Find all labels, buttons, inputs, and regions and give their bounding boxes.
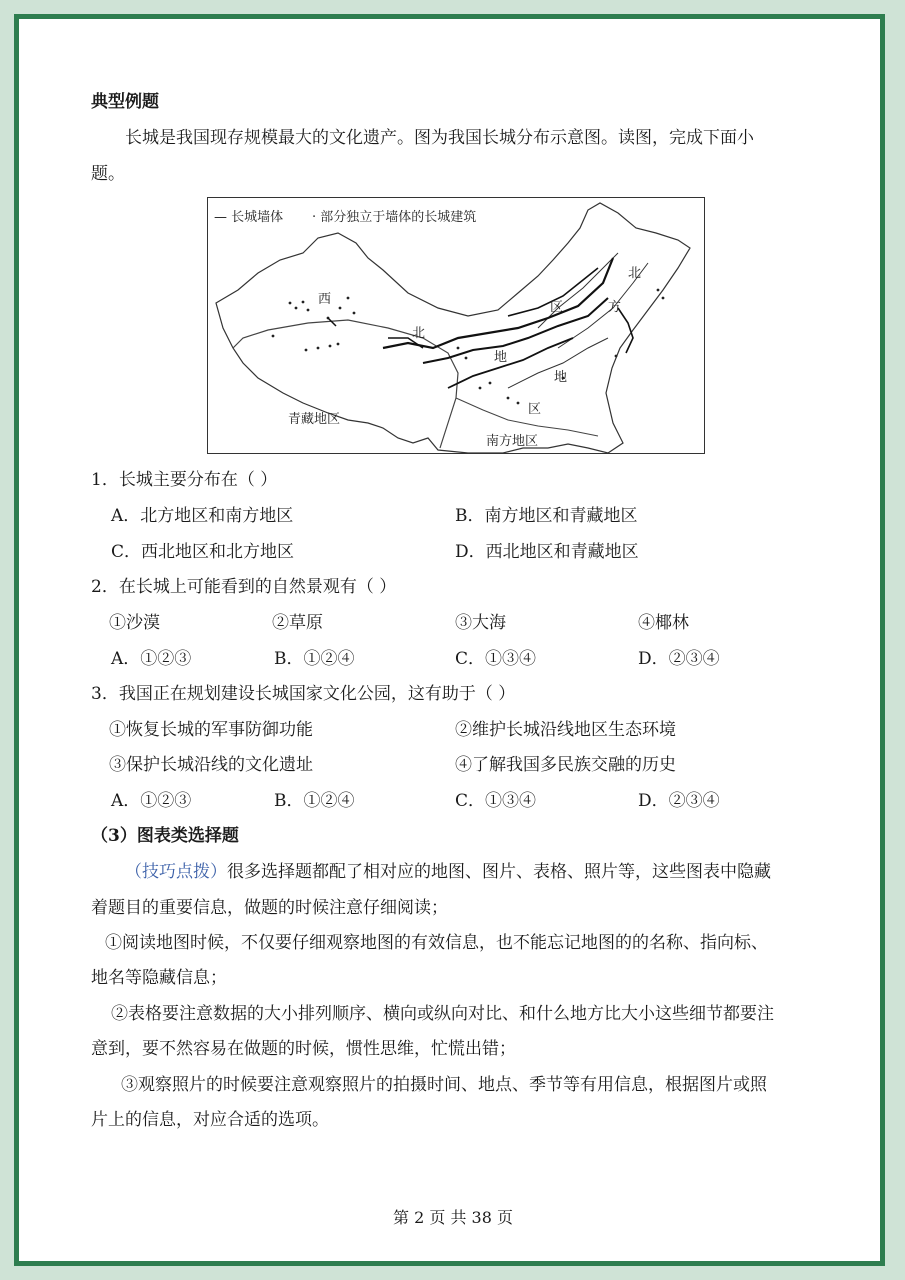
q2-option-c[interactable]: C．①③④ [455, 649, 537, 669]
section3-line-5: ②表格要注意数据的大小排列顺序、横向或纵向对比、和什么地方比大小这些细节都要注 [111, 1004, 774, 1024]
q2-item-2: ②草原 [272, 613, 323, 633]
map-label-qingzang: 青藏地区 [288, 412, 341, 427]
section3-line-1-text: 很多选择题都配了相对应的地图、图片、表格、照片等，这些图表中隐藏 [227, 862, 771, 882]
map-drawing [208, 198, 704, 453]
q3-item-4: ④了解我国多民族交融的历史 [455, 755, 676, 775]
intro-line-1: 长城是我国现存规模最大的文化遗产。图为我国长城分布示意图。读图，完成下面小 [125, 128, 754, 148]
q2-option-d[interactable]: D．②③④ [638, 649, 720, 669]
q2-item-1: ①沙漠 [109, 613, 160, 633]
q1-option-a[interactable]: A．北方地区和南方地区 [111, 506, 294, 526]
q3-item-2: ②维护长城沿线地区生态环境 [455, 720, 676, 740]
section3-line-1 [125, 861, 771, 883]
q2-item-4: ④椰林 [638, 613, 689, 633]
document-page [14, 14, 885, 1266]
q2-option-a[interactable]: A．①②③ [111, 649, 192, 669]
map-label-qu-n: 区 [550, 300, 564, 315]
page-number: 第 2 页 共 38 页 [393, 1208, 513, 1227]
section3-line-2: 着题目的重要信息，做题的时候注意仔细阅读； [91, 898, 448, 918]
map-label-bei-nw: 北 [412, 326, 426, 341]
section-heading: 典型例题 [91, 92, 159, 112]
section3-line-8: 片上的信息，对应合适的选项。 [91, 1110, 329, 1130]
map-label-xi: 西 [318, 292, 332, 307]
q2-stem: 2．在长城上可能看到的自然景观有（ ） [91, 577, 397, 597]
section3-line-6: 意到，要不然容易在做题的时候，惯性思维，忙慌出错； [91, 1039, 516, 1059]
hint-label: （技巧点拨） [125, 862, 227, 882]
q3-stem: 3．我国正在规划建设长城国家文化公园，这有助于（ ） [91, 684, 516, 704]
q3-item-1: ①恢复长城的军事防御功能 [109, 720, 313, 740]
map-label-di-nw: 地 [494, 350, 508, 365]
legend-building: · 部分独立于墙体的长城建筑 [312, 210, 477, 225]
section3-line-7: ③观察照片的时候要注意观察照片的拍摄时间、地点、季节等有用信息，根据图片或照 [121, 1075, 767, 1095]
map-label-di-n: 地 [554, 370, 568, 385]
map-label-nanfang: 南方地区 [486, 434, 539, 449]
q1-stem: 1．长城主要分布在（ ） [91, 470, 278, 490]
q3-option-c[interactable]: C．①③④ [455, 791, 537, 811]
q1-option-d[interactable]: D．西北地区和青藏地区 [455, 542, 639, 562]
section3-line-4: 地名等隐藏信息； [91, 968, 227, 988]
great-wall-map [207, 197, 705, 454]
map-label-qu-nw: 区 [528, 402, 542, 417]
q1-option-c[interactable]: C．西北地区和北方地区 [111, 542, 295, 562]
q3-option-a[interactable]: A．①②③ [111, 791, 192, 811]
q3-item-3: ③保护长城沿线的文化遗址 [109, 755, 313, 775]
intro-line-2: 题。 [91, 164, 125, 184]
q1-option-b[interactable]: B．南方地区和青藏地区 [455, 506, 638, 526]
map-label-fang-n: 方 [608, 300, 622, 315]
legend-wall: — 长城墙体 [214, 210, 284, 225]
section3-title: （3）图表类选择题 [91, 826, 239, 846]
q3-option-b[interactable]: B．①②④ [274, 791, 355, 811]
q2-item-3: ③大海 [455, 613, 506, 633]
q2-option-b[interactable]: B．①②④ [274, 649, 355, 669]
great-wall-line-2 [423, 298, 608, 363]
section3-line-3: ①阅读地图时候，不仅要仔细观察地图的有效信息，也不能忘记地图的的名称、指向标、 [105, 933, 768, 953]
q3-option-d[interactable]: D．②③④ [638, 791, 720, 811]
map-label-bei-n: 北 [628, 266, 642, 281]
